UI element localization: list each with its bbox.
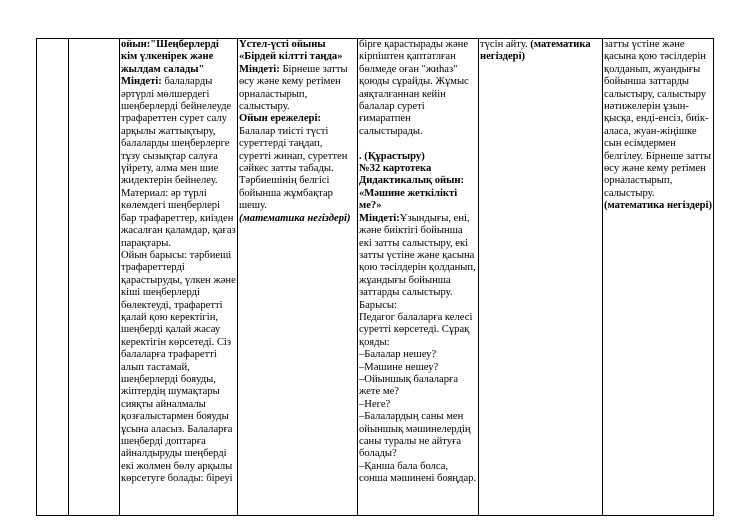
col-border-3 [237,38,238,516]
cell-paragraph: –Балалардың саны мен ойыншық мәшинелердің саны туралы не айтуға болады? [359,411,471,460]
cell-paragraph [359,138,477,150]
table-cell-col4 [239,39,356,516]
cell-paragraph: –Балалар нешеу? [359,349,437,361]
cell-paragraph: –Қанша бала болса, сонша мәшинені бояңдар. [359,460,477,485]
cell-paragraph: Материал: әр түрлі көлемдегі шеңберлері бар трафареттер, киізден жасалған қаламдар, қағаз парақтары. [121,187,236,249]
cell-paragraph: бірге қарастырады және кірпіштен қаптатлған бөлмеде оған "жиһаз" қоюды сұрайды. Жұмыс аяқталғаннан кейін балалар суреті ғимаратпен салыстырады. [359,39,469,137]
cell-paragraph: –Неге? [359,398,391,410]
cell-paragraph: затты үстіне және қасына қою тәсілдерін қолданып, жуандығы бойынша заттарды салыстыру, салыстыру нәтижелерін ұзын-қысқа, енді-енсіз, биік-аласа, жуан-жіңішке сын есімдермен белгілеу. Бірнеше затты өсу және кему ретімен орналастырып, салыстыру. [604,39,711,199]
table-cell-col3 [121,39,237,516]
cell-paragraph: –Ойыншық балаларға жете ме? [359,373,459,398]
cell-paragraph: Міндеті: Бірнеше затты өсу және кему ретімен орналастырып, салыстыру. [239,63,348,113]
cell-paragraph: Үстел-үсті ойыны «Бірдей кілтті таңда» [239,39,343,63]
col-border-5 [478,38,479,516]
table-cell-col6 [480,39,601,516]
cell-paragraph: Ойын барысы: тәрбиеші трафареттерді қарастыруды, үлкен және кіші шеңберлерді бөлектеуді, трафаретті қалай қою керектігін, шеңберді қалай жасау керектігін көрсетеді. Сіз балаларға трафаретті алып тастамай, шеңберлерді бояуды, жіптердің шумақтары сияқты айналмалы қозғалыстармен бояуды ұсына аласыз. Балаларға шеңберді доптарға айналдыруды шеңберді екі жолмен бөлу арқылы көрсетуге болады: біреуі [121,249,236,485]
col-border-2 [119,38,120,516]
cell-paragraph: (математика негіздері) [239,212,351,224]
table-cell-col5 [359,39,477,516]
col-border-1 [68,38,69,516]
cell-paragraph: –Мәшине нешеу? [359,361,439,373]
cell-paragraph: №32 картотека [359,163,432,175]
col-border-6 [602,38,603,516]
col-border-4 [357,38,358,516]
col-border-7 [713,38,714,516]
cell-paragraph: . (Құрастыру) [359,150,425,162]
cell-paragraph: Барысы: [359,299,397,311]
table-cell-col2 [70,39,118,516]
cell-paragraph: Дидактикалық ойын: «Мәшине жеткілікті ме?» [359,175,465,212]
cell-paragraph: Міндеті: балаларды әртүрлі мөлшердегі шеңберлерді бейнелеуде трафареттен сурет салу арқылы жаттықтыру, балаларды шеңберлерге тұзу сызықтар салуға үйрету, алма мен шие жидектерін бейнелеу. [121,76,232,187]
table-cell-col1 [38,39,67,516]
cell-paragraph: Міндеті:Ұзындығы, ені, және биіктігі бойынша екі затты салыстыру, екі затты үстіне және қасына қою тәсілдерін қолданып, жұандығы бойынша заттарды салыстыру. [359,212,476,299]
cell-paragraph: (математика негіздері) [604,200,712,212]
cell-paragraph: Ойын ережелері: [239,113,321,125]
cell-paragraph: түсін айту. (математика негіздері) [480,39,591,63]
cell-paragraph: Балалар тиісті түсті суреттерді таңдап, суретті жинап, суреттен сәйкес затты табады. Тәрбиешінің белгісі бойынша жұмбақтар шешу. [239,125,348,212]
cell-paragraph: ойын:"Шеңберлерді кім үлкенірек және жылдам салады" [121,39,219,75]
col-border-0 [36,38,37,516]
cell-paragraph: Педагог балаларға келесі суретті көрсетеді. Сұрақ қояды: [359,311,473,348]
table-cell-col7 [604,39,712,516]
